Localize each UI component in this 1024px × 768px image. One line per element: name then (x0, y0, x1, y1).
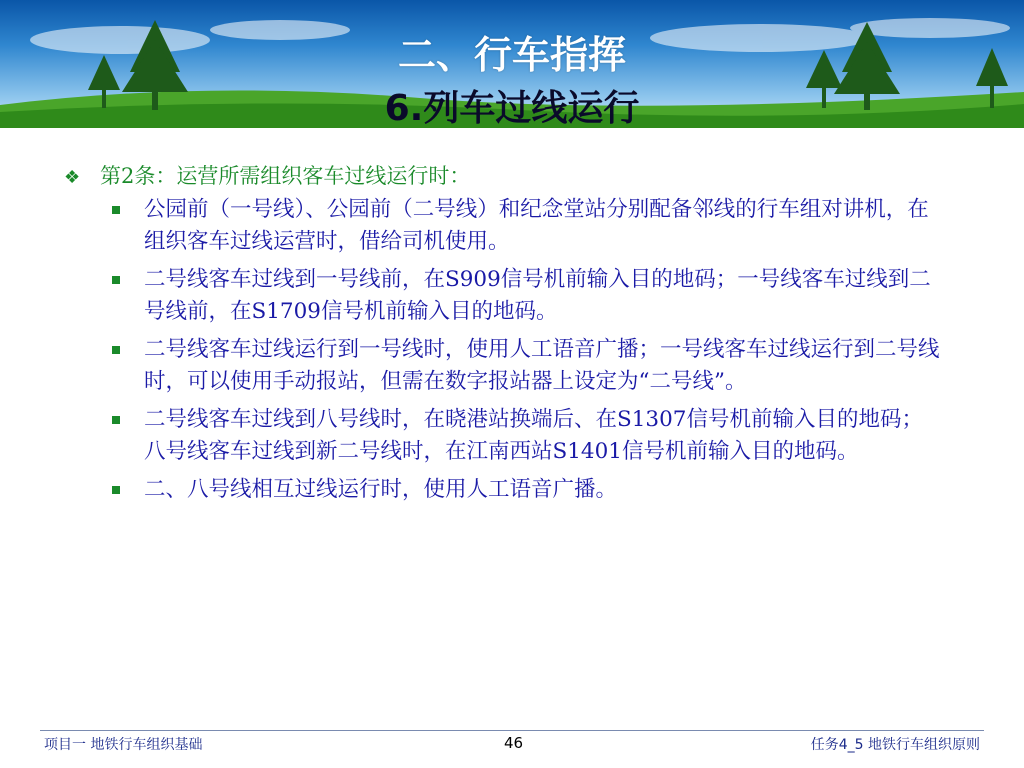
section-heading-row (64, 160, 964, 194)
footer-divider (40, 730, 984, 731)
list-item (112, 264, 964, 328)
slide-subtitle: 6.列车过线运行 (384, 88, 640, 128)
section-heading: 第2条：运营所需组织客车过线运行时： (100, 164, 471, 188)
bullet-list (64, 194, 964, 506)
list-item-text: 二、八号线相互过线运行时，使用人工语音广播。 (144, 477, 618, 502)
list-item-text: 公园前（一号线）、公园前（二号线）和纪念堂站分别配备邻线的行车组对讲机，在组织客车过线运营时，借给司机使用。 (144, 197, 929, 254)
title-banner (0, 0, 1024, 128)
square-bullet-icon (112, 346, 120, 354)
list-item-text: 二号线客车过线到一号线前，在S909信号机前输入目的地码；一号线客车过线到二号线前，在S1709信号机前输入目的地码。 (144, 267, 931, 324)
list-item-text: 二号线客车过线运行到一号线时，使用人工语音广播；一号线客车过线运行到二号线时，可以使用手动报站，但需在数字报站器上设定为“二号线”。 (144, 337, 940, 394)
page-number: 46 (504, 734, 524, 752)
square-bullet-icon (112, 206, 120, 214)
list-item-text: 二号线客车过线到八号线时，在晓港站换端后、在S1307信号机前输入目的地码；八号线客车过线到新二号线时，在江南西站S1401信号机前输入目的地码。 (144, 407, 923, 464)
list-item (112, 404, 964, 468)
slide-body (64, 160, 964, 512)
list-item (112, 194, 964, 258)
list-item (112, 474, 964, 506)
square-bullet-icon (112, 416, 120, 424)
list-item (112, 334, 964, 398)
footer-course-label: 项目一 地铁行车组织基础 (44, 737, 203, 753)
diamond-cluster-icon: ❖ (64, 167, 81, 188)
square-bullet-icon (112, 276, 120, 284)
footer-task-label: 任务4_5 地铁行车组织原则 (810, 737, 980, 753)
slide-title: 二、行车指挥 (397, 33, 626, 77)
square-bullet-icon (112, 486, 120, 494)
